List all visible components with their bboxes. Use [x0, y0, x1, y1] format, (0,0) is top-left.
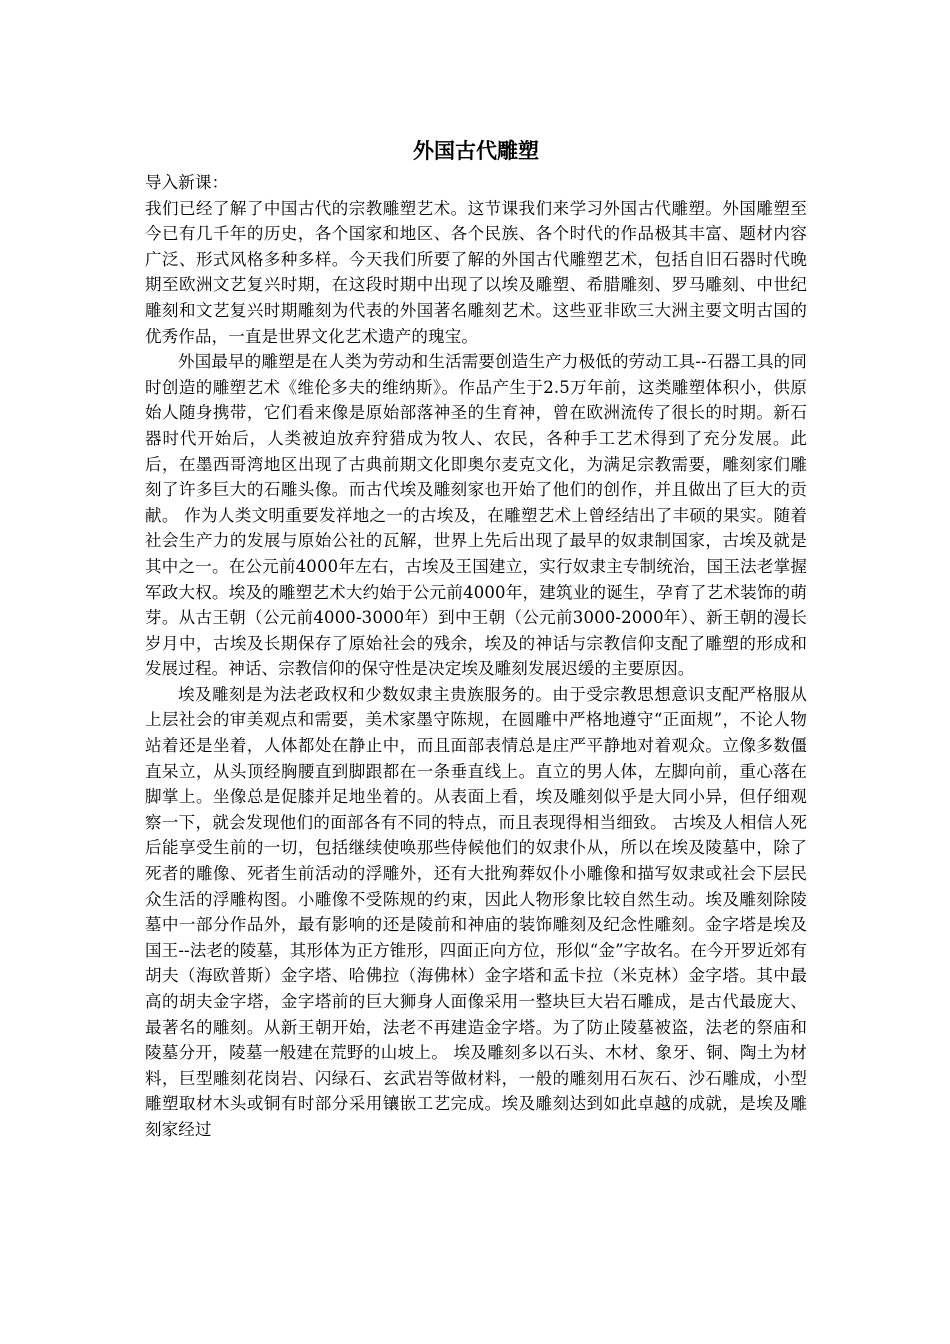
- paragraph-earliest-sculpture: 外国最早的雕塑是在人类为劳动和生活需要创造生产力极低的劳动工具--石器工具的同时创造的雕塑艺术《维伦多夫的维纳斯》。作品产生于2.5万年前，这类雕塑体积小，供原始人随身携带，它们看来像是原始部落神圣的生育神，曾在欧洲流传了很长的时期。新石器时代开始后，人类被迫放弃狩猎成为牧人、农民，各种手工艺术得到了充分发展。此后，在墨西哥湾地区出现了古典前期文化即奥尔麦克文化，为满足宗教需要，雕刻家们雕刻了许多巨大的石雕头像。而古代埃及雕刻家也开始了他们的创作，并且做出了巨大的贡献。 作为人类文明重要发祥地之一的古埃及，在雕塑艺术上曾经结出了丰硕的果实。随着社会生产力的发展与原始公社的瓦解，世界上先后出现了最早的奴隶制国家，古埃及就是其中之一。在公元前4000年左右，古埃及王国建立，实行奴隶主专制统治，国王法老掌握军政大权。埃及的雕塑艺术大约始于公元前4000年，建筑业的诞生，孕育了艺术装饰的萌芽。从古王朝（公元前4000-3000年）到中王朝（公元前3000-2000年）、新王朝的漫长岁月中，古埃及长期保存了原始社会的残余，埃及的神话与宗教信仰支配了雕塑的形成和发展过程。神话、宗教信仰的保守性是决定埃及雕刻发展迟缓的主要原因。: [145, 352, 807, 679]
- document-title: 外国古代雕塑: [413, 139, 539, 163]
- document-body: [145, 170, 807, 1143]
- paragraph-intro: 我们已经了解了中国古代的宗教雕塑艺术。这节课我们来学习外国古代雕塑。外国雕塑至今已有几千年的历史，各个国家和地区、各个民族、各个时代的作品极其丰富、题材内容广泛、形式风格多种多样。今天我们所要了解的外国古代雕塑艺术，包括自旧石器时代晚期至欧洲文艺复兴时期，在这段时期中出现了以埃及雕塑、希腊雕刻、罗马雕刻、中世纪雕刻和文艺复兴时期雕刻为代表的外国著名雕刻艺术。这些亚非欧三大洲主要文明古国的优秀作品，一直是世界文化艺术遗产的瑰宝。: [145, 198, 807, 346]
- section-label: 导入新课：: [145, 173, 229, 192]
- paragraph-egyptian-sculpture: 埃及雕刻是为法老政权和少数奴隶主贵族服务的。由于受宗教思想意识支配严格服从上层社会的审美观点和需要，美术家墨守陈规，在圆雕中严格地遵守“正面规”，不论人物站着还是坐着，人体都处在静止中，而且面部表情总是庄严平静地对着观众。立像多数僵直呆立，从头顶经胸腰直到脚跟都在一条垂直线上。直立的男人体，左脚向前，重心落在脚掌上。坐像总是促膝并足地坐着的。从表面上看，埃及雕刻似乎是大同小异，但仔细观察一下，就会发现他们的面部各有不同的特点，而且表现得相当细致。 古埃及人相信人死后能享受生前的一切，包括继续使唤那些侍候他们的奴隶仆从，所以在埃及陵墓中，除了死者的雕像、死者生前活动的浮雕外，还有大批殉葬奴仆小雕像和描写奴隶或社会下层民众生活的浮雕构图。小雕像不受陈规的约束，因此人物形象比较自然生动。埃及雕刻除陵墓中一部分作品外，最有影响的还是陵前和神庙的装饰雕刻及纪念性雕刻。金字塔是埃及国王--法老的陵墓，其形体为正方锥形，四面正向方位，形似“金”字故名。在今开罗近郊有胡夫（海欧普斯）金字塔、哈佛拉（海佛林）金字塔和孟卡拉（米克林）金字塔。其中最高的胡夫金字塔，金字塔前的巨大狮身人面像采用一整块巨大岩石雕成，是古代最庞大、最著名的雕刻。从新王朝开始，法老不再建造金字塔。为了防止陵墓被盗，法老的祭庙和陵墓分开，陵墓一般建在荒野的山坡上。 埃及雕刻多以石头、木材、象牙、铜、陶土为材料，巨型雕刻花岗岩、闪绿石、玄武岩等做材料，一般的雕刻用石灰石、沙石雕成，小型雕塑取材木头或铜有时部分采用镶嵌工艺完成。埃及雕刻达到如此卓越的成就，是埃及雕刻家经过: [145, 684, 807, 1139]
- document-page: [145, 132, 807, 1143]
